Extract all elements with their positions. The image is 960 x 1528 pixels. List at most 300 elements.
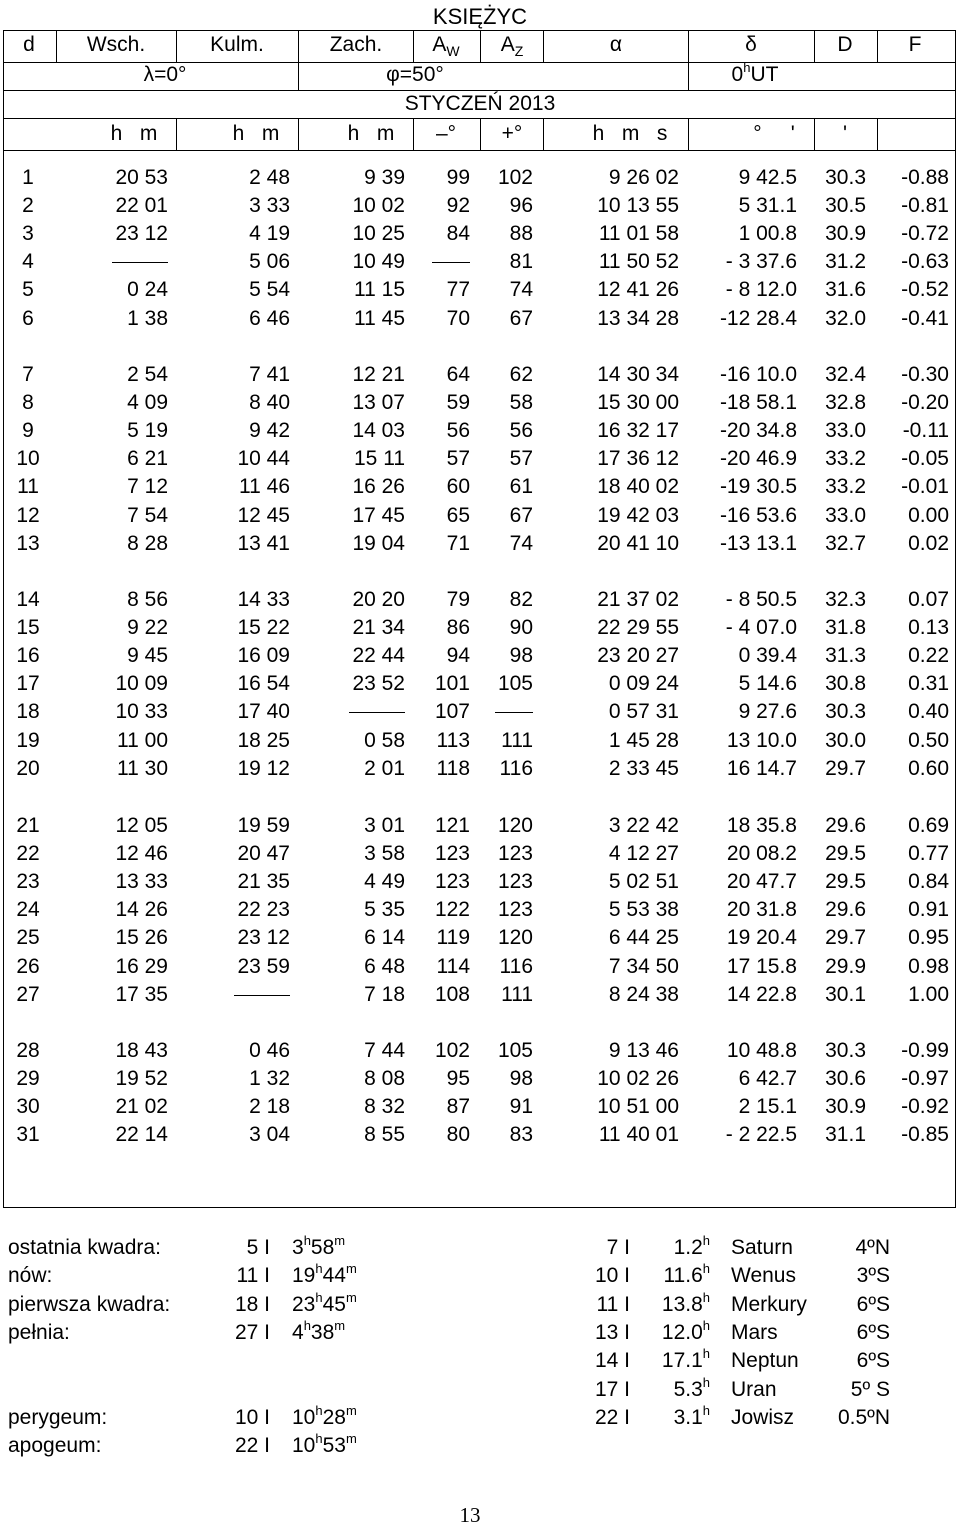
hour-sup: h xyxy=(702,1374,710,1390)
cell-declination: -20 46.9 xyxy=(719,447,797,471)
cell-rise: 7 12 xyxy=(127,475,168,499)
cell-rise: 23 12 xyxy=(115,222,168,246)
cell-culmination: 19 12 xyxy=(237,756,290,780)
no-event-dash xyxy=(495,712,533,713)
conjunction-date: 10 I xyxy=(594,1264,630,1288)
cell-day: 19 xyxy=(16,728,40,752)
cell-culmination: 15 22 xyxy=(237,616,290,640)
phase-label: pełnia: xyxy=(8,1320,70,1344)
cell-declination: 18 35.8 xyxy=(726,814,797,837)
cell-diameter: 30.3 xyxy=(825,166,866,189)
cell-day: 20 xyxy=(16,756,40,780)
cell-declination: 5 14.6 xyxy=(738,672,797,696)
cell-set: 2 01 xyxy=(364,756,405,780)
cell-rise: 18 43 xyxy=(115,1039,168,1062)
apsis-time xyxy=(292,1433,412,1459)
cell-day: 2 xyxy=(22,194,34,218)
cell-diameter: 29.7 xyxy=(825,926,866,950)
cell-culmination: 7 41 xyxy=(249,363,290,386)
cell-right-ascension: 19 42 03 xyxy=(597,503,679,527)
cell-azimuth-z: 111 xyxy=(501,728,533,752)
phase-label: ostatnia kwadra: xyxy=(8,1236,161,1259)
cell-culmination: 22 23 xyxy=(237,898,290,922)
cell-right-ascension: 8 24 38 xyxy=(608,982,679,1006)
cell-azimuth-w: 71 xyxy=(446,531,470,555)
cell-azimuth-w: 94 xyxy=(446,644,470,668)
phase-time xyxy=(292,1317,412,1346)
cell-culmination: 1 32 xyxy=(249,1067,290,1091)
cell-phase: 0.07 xyxy=(908,588,949,611)
time-minutes: 53 xyxy=(322,1434,346,1458)
cell-rise: 14 26 xyxy=(115,898,168,922)
cell-culmination: 3 33 xyxy=(249,194,290,218)
header-col-8: δ xyxy=(745,33,757,56)
cell-phase: 0.31 xyxy=(908,672,949,696)
minute-sup: m xyxy=(345,1402,357,1418)
cell-azimuth-w: 92 xyxy=(446,194,470,218)
cell-phase: 0.02 xyxy=(908,531,949,555)
conjunction-time xyxy=(640,1289,710,1318)
conjunction-hours: 12.0 xyxy=(661,1320,703,1344)
cell-diameter: 31.6 xyxy=(825,278,866,302)
cell-declination: 0 39.4 xyxy=(738,644,797,668)
cell-rise: 1 38 xyxy=(127,306,168,330)
unit-divider xyxy=(877,118,878,150)
conjunction-time xyxy=(640,1348,710,1374)
cell-declination: 5 31.1 xyxy=(738,194,797,218)
conjunction-time xyxy=(640,1263,710,1289)
cell-azimuth-z: 116 xyxy=(499,954,533,978)
unit-col-2: h m xyxy=(110,122,158,145)
cell-day: 22 xyxy=(16,842,40,866)
cell-culmination: 11 46 xyxy=(239,475,290,499)
cell-azimuth-w: 119 xyxy=(436,926,470,950)
cell-day: 9 xyxy=(22,419,34,443)
cell-right-ascension: 15 30 00 xyxy=(597,391,679,415)
cell-phase: 0.98 xyxy=(908,954,949,978)
conjunction-planet: Mars xyxy=(731,1320,778,1344)
time-hours: 3 xyxy=(292,1236,304,1259)
conjunction-planet: Saturn xyxy=(731,1236,793,1259)
cell-diameter: 31.1 xyxy=(825,1123,866,1147)
phase-date: 27 I xyxy=(234,1320,270,1344)
cell-right-ascension: 10 13 55 xyxy=(597,194,679,218)
cell-rise: 8 56 xyxy=(127,588,168,611)
cell-day: 18 xyxy=(16,700,40,724)
cell-rise: 6 21 xyxy=(127,447,168,471)
cell-azimuth-w: 113 xyxy=(436,728,470,752)
hour-sup: h xyxy=(702,1402,710,1418)
cell-day: 29 xyxy=(16,1067,40,1091)
phase-date: 5 I xyxy=(246,1236,270,1259)
cell-phase: 0.95 xyxy=(908,926,949,950)
cell-diameter: 30.3 xyxy=(825,700,866,724)
cell-declination: 2 15.1 xyxy=(738,1095,797,1119)
minute-sup: m xyxy=(334,1233,346,1248)
cell-diameter: 33.0 xyxy=(825,419,866,443)
phase-date: 18 I xyxy=(234,1292,270,1316)
cell-set: 12 21 xyxy=(352,363,405,386)
cell-day: 17 xyxy=(16,672,40,696)
header-col-7: α xyxy=(609,33,623,56)
conjunction-planet: Jowisz xyxy=(731,1405,795,1429)
cell-phase: 0.00 xyxy=(908,503,949,527)
apsis-label: apogeum: xyxy=(8,1434,102,1458)
cell-day: 11 xyxy=(17,475,39,499)
cell-azimuth-z: 61 xyxy=(509,475,533,499)
unit-col-9: ' xyxy=(842,122,847,145)
cell-rise: 7 54 xyxy=(127,503,168,527)
hour-sup: h xyxy=(315,1402,323,1418)
cell-azimuth-w: 56 xyxy=(446,419,470,443)
cell-phase: 0.40 xyxy=(908,700,949,724)
cell-azimuth-z xyxy=(413,699,533,725)
cell-right-ascension: 18 40 02 xyxy=(597,475,679,499)
conjunction-distance: 3ºS xyxy=(856,1264,890,1288)
cell-declination: -20 34.8 xyxy=(719,419,797,443)
time-hours: 4 xyxy=(292,1320,304,1344)
cell-azimuth-w: 80 xyxy=(446,1123,470,1147)
cell-day: 4 xyxy=(22,250,34,274)
cell-right-ascension: 16 32 17 xyxy=(597,419,679,443)
cell-culmination: 9 42 xyxy=(249,419,290,443)
cell-rise: 9 22 xyxy=(127,616,168,640)
cell-day: 15 xyxy=(16,616,40,640)
cell-diameter: 29.9 xyxy=(825,954,866,978)
cell-azimuth-w: 102 xyxy=(434,1039,470,1062)
cell-azimuth-z: 81 xyxy=(509,250,533,274)
conjunction-distance: 6ºS xyxy=(856,1349,890,1373)
hour-sup: h xyxy=(702,1261,710,1277)
cell-set: 21 34 xyxy=(352,616,405,640)
conjunction-planet: Wenus xyxy=(731,1264,796,1288)
cell-day: 16 xyxy=(16,644,40,668)
cell-right-ascension: 11 01 58 xyxy=(598,222,679,246)
cell-rise: 10 33 xyxy=(115,700,168,724)
cell-right-ascension: 9 13 46 xyxy=(608,1039,679,1062)
cell-azimuth-z: 67 xyxy=(509,503,533,527)
cell-set: 16 26 xyxy=(352,475,405,499)
cell-phase: 0.50 xyxy=(908,728,949,752)
cell-day: 28 xyxy=(16,1039,40,1062)
cell-right-ascension: 9 26 02 xyxy=(608,166,679,189)
cell-declination: 19 20.4 xyxy=(726,926,797,950)
header-column-divider xyxy=(298,30,299,62)
cell-azimuth-w: 108 xyxy=(434,982,470,1006)
cell-right-ascension: 21 37 02 xyxy=(597,588,679,611)
cell-set: 8 08 xyxy=(364,1067,405,1091)
epoch-sup: h xyxy=(743,60,751,75)
cell-set: 14 03 xyxy=(352,419,405,443)
apsis-label: perygeum: xyxy=(8,1405,108,1429)
cell-day: 3 xyxy=(22,222,34,246)
header-column-divider xyxy=(814,30,815,62)
cell-right-ascension: 14 30 34 xyxy=(597,363,679,386)
cell-day: 8 xyxy=(22,391,34,415)
cell-azimuth-z: 123 xyxy=(497,842,533,866)
minute-sup: m xyxy=(345,1261,357,1277)
cell-phase: -0.92 xyxy=(901,1095,949,1119)
cell-phase: -0.41 xyxy=(901,306,949,330)
cell-phase: 1.00 xyxy=(908,982,949,1006)
header-subscript: Z xyxy=(514,43,524,59)
cell-azimuth-z: 120 xyxy=(497,926,533,950)
cell-declination: 20 08.2 xyxy=(726,842,797,866)
cell-set: 11 45 xyxy=(354,306,405,330)
cell-declination: 16 14.7 xyxy=(726,756,797,780)
conjunction-distance: 4ºN xyxy=(855,1236,890,1259)
conjunction-distance: 6ºS xyxy=(856,1320,890,1344)
cell-culmination: 14 33 xyxy=(237,588,290,611)
cell-set: 0 58 xyxy=(364,728,405,752)
cell-day: 13 xyxy=(16,531,40,555)
header-column-divider xyxy=(877,30,878,62)
header-divider xyxy=(3,62,956,63)
cell-declination: 10 48.8 xyxy=(726,1039,797,1062)
cell-set: 15 11 xyxy=(354,447,405,471)
cell-right-ascension: 11 50 52 xyxy=(598,250,679,274)
cell-rise: 16 29 xyxy=(115,954,168,978)
cell-set: 19 04 xyxy=(352,531,405,555)
cell-azimuth-w: 64 xyxy=(446,363,470,386)
cell-azimuth-z: 98 xyxy=(509,1067,533,1091)
cell-day: 14 xyxy=(16,588,40,611)
cell-azimuth-z: 58 xyxy=(509,391,533,415)
cell-set: 8 55 xyxy=(364,1123,405,1147)
cell-azimuth-w: 57 xyxy=(446,447,470,471)
page-title: KSIĘŻYC xyxy=(432,4,528,29)
cell-diameter: 30.8 xyxy=(825,672,866,696)
cell-day: 31 xyxy=(16,1123,40,1147)
cell-azimuth-z: 111 xyxy=(501,982,533,1006)
time-hours: 23 xyxy=(292,1292,316,1316)
cell-azimuth-z: 74 xyxy=(509,278,533,302)
cell-declination: - 8 50.5 xyxy=(725,588,797,611)
cell-rise xyxy=(48,249,168,275)
cell-declination: -19 30.5 xyxy=(719,475,797,499)
cell-rise: 20 53 xyxy=(115,166,168,189)
cell-azimuth-w: 86 xyxy=(446,616,470,640)
header-col-3: Kulm. xyxy=(210,33,264,56)
cell-azimuth-w: 99 xyxy=(446,166,470,189)
cell-declination: 20 47.7 xyxy=(726,870,797,894)
cell-set: 10 02 xyxy=(352,194,405,218)
epoch-value: 0 xyxy=(731,63,744,86)
cell-diameter: 30.6 xyxy=(825,1067,866,1091)
cell-phase: -0.01 xyxy=(901,475,949,499)
conjunction-hours: 17.1 xyxy=(661,1349,703,1373)
phase-label: pierwsza kwadra: xyxy=(8,1292,171,1316)
phase-date: 11 I xyxy=(236,1264,270,1288)
conjunction-distance: 0.5ºN xyxy=(837,1405,890,1429)
header-col-10: F xyxy=(908,33,922,56)
cell-declination: -18 58.1 xyxy=(719,391,797,415)
cell-phase: -0.85 xyxy=(901,1123,949,1147)
hour-sup: h xyxy=(303,1233,311,1248)
cell-azimuth-z: 62 xyxy=(509,363,533,386)
cell-culmination: 16 09 xyxy=(237,644,290,668)
unit-col-6: +° xyxy=(501,122,523,145)
conjunction-date: 11 I xyxy=(596,1292,630,1316)
cell-rise: 12 05 xyxy=(115,814,168,837)
cell-right-ascension: 10 51 00 xyxy=(597,1095,679,1119)
cell-rise: 22 14 xyxy=(115,1123,168,1147)
cell-azimuth-w: 101 xyxy=(434,672,470,696)
header-col-1: d xyxy=(23,33,35,56)
cell-azimuth-z: 105 xyxy=(497,1039,533,1062)
cell-rise: 2 54 xyxy=(127,363,168,386)
cell-phase: -0.52 xyxy=(901,278,949,302)
cell-set: 10 49 xyxy=(352,250,405,274)
cell-day: 21 xyxy=(16,814,40,837)
cell-set: 8 32 xyxy=(364,1095,405,1119)
cell-set: 5 35 xyxy=(364,898,405,922)
cell-azimuth-w: 118 xyxy=(436,756,470,780)
cell-rise: 11 30 xyxy=(117,756,168,780)
conjunction-date: 17 I xyxy=(594,1377,630,1401)
cell-rise: 15 26 xyxy=(115,926,168,950)
hour-sup: h xyxy=(315,1289,323,1305)
conjunction-planet: Uran xyxy=(731,1377,777,1401)
cell-rise: 0 24 xyxy=(127,278,168,302)
cell-azimuth-z: 102 xyxy=(497,166,533,189)
lunar-phases-section xyxy=(0,1230,960,1470)
cell-azimuth-w: 123 xyxy=(434,870,470,894)
cell-rise: 11 00 xyxy=(117,728,168,752)
header-divider xyxy=(3,150,956,151)
time-minutes: 44 xyxy=(322,1264,346,1288)
cell-azimuth-w: 59 xyxy=(446,391,470,415)
cell-rise: 19 52 xyxy=(115,1067,168,1091)
cell-phase: 0.13 xyxy=(908,616,949,640)
time-hours: 19 xyxy=(292,1264,316,1288)
cell-azimuth-w: 79 xyxy=(446,588,470,611)
cell-culmination: 13 41 xyxy=(237,531,290,555)
cell-azimuth-w: 122 xyxy=(434,898,470,922)
conjunction-time xyxy=(640,1402,710,1431)
cell-diameter: 30.3 xyxy=(825,1039,866,1062)
header-subscript: W xyxy=(446,43,460,59)
cell-right-ascension: 2 33 45 xyxy=(608,756,679,780)
cell-phase: 0.91 xyxy=(908,898,949,922)
cell-culmination: 3 04 xyxy=(249,1123,290,1147)
cell-azimuth-z: 88 xyxy=(509,222,533,246)
cell-declination: 20 31.8 xyxy=(726,898,797,922)
cell-culmination: 23 12 xyxy=(237,926,290,950)
cell-culmination: 12 45 xyxy=(237,503,290,527)
cell-azimuth-z: 116 xyxy=(499,756,533,780)
cell-set: 3 58 xyxy=(364,842,405,866)
header-column-divider xyxy=(480,30,481,62)
no-event-dash xyxy=(234,995,290,996)
cell-declination: 9 42.5 xyxy=(738,166,797,189)
unit-divider xyxy=(413,118,414,150)
cell-diameter: 30.0 xyxy=(825,728,866,752)
cell-right-ascension: 1 45 28 xyxy=(608,728,679,752)
conjunction-planet: Merkury xyxy=(731,1292,807,1316)
cell-declination: - 3 37.6 xyxy=(725,250,797,274)
cell-day: 6 xyxy=(22,306,34,330)
param-divider xyxy=(298,62,299,90)
cell-azimuth-z: 96 xyxy=(509,194,533,218)
time-minutes: 58 xyxy=(310,1236,335,1259)
unit-divider xyxy=(176,118,177,150)
cell-culmination: 21 35 xyxy=(237,870,290,894)
cell-set: 23 52 xyxy=(352,672,405,696)
cell-culmination: 5 06 xyxy=(249,250,290,274)
cell-day: 24 xyxy=(16,898,40,922)
cell-azimuth-z: 123 xyxy=(497,870,533,894)
cell-azimuth-w: 107 xyxy=(434,700,470,724)
cell-right-ascension: 3 22 42 xyxy=(608,814,679,837)
param-epoch xyxy=(680,62,830,88)
cell-right-ascension: 0 09 24 xyxy=(608,672,679,696)
cell-azimuth-z: 105 xyxy=(497,672,533,696)
apsis-date: 10 I xyxy=(234,1405,270,1429)
cell-declination: -12 28.4 xyxy=(719,306,797,330)
conjunction-time xyxy=(640,1374,710,1403)
conjunction-planet: Neptun xyxy=(731,1349,799,1373)
cell-set: 13 07 xyxy=(352,391,405,415)
cell-diameter: 31.3 xyxy=(825,644,866,668)
cell-declination: 14 22.8 xyxy=(726,982,797,1006)
cell-azimuth-w: 95 xyxy=(446,1067,470,1091)
cell-set: 7 44 xyxy=(364,1039,405,1062)
cell-phase: -0.63 xyxy=(901,250,949,274)
cell-right-ascension: 4 12 27 xyxy=(608,842,679,866)
cell-set: 10 25 xyxy=(352,222,405,246)
cell-azimuth-z: 83 xyxy=(509,1123,533,1147)
conjunction-distance: 6ºS xyxy=(856,1292,890,1316)
cell-phase: 0.77 xyxy=(908,842,949,866)
cell-declination: 1 00.8 xyxy=(738,222,797,246)
hour-sup: h xyxy=(702,1317,710,1333)
cell-azimuth-z: 82 xyxy=(509,588,533,611)
header-col-4: Zach. xyxy=(329,33,383,56)
conjunction-hours: 5.3 xyxy=(673,1377,703,1401)
cell-declination: - 2 22.5 xyxy=(725,1123,797,1147)
minute-sup: m xyxy=(345,1289,357,1305)
cell-diameter: 29.6 xyxy=(825,814,866,837)
cell-azimuth-w: 65 xyxy=(446,503,470,527)
unit-divider xyxy=(298,118,299,150)
cell-azimuth-z: 56 xyxy=(509,419,533,443)
cell-azimuth-z: 67 xyxy=(509,306,533,330)
cell-set: 4 49 xyxy=(364,870,405,894)
cell-diameter: 32.8 xyxy=(825,391,866,415)
cell-culmination: 23 59 xyxy=(237,954,290,978)
cell-right-ascension: 5 53 38 xyxy=(608,898,679,922)
cell-declination: - 4 07.0 xyxy=(725,616,797,640)
cell-culmination: 10 44 xyxy=(237,447,290,471)
cell-day: 7 xyxy=(22,363,34,386)
cell-declination: 9 27.6 xyxy=(738,700,797,724)
minute-sup: m xyxy=(345,1431,357,1447)
cell-declination: 17 15.8 xyxy=(726,954,797,978)
cell-azimuth-w: 87 xyxy=(446,1095,470,1119)
cell-rise: 9 45 xyxy=(127,644,168,668)
unit-col-5: –° xyxy=(435,122,457,145)
phase-time xyxy=(292,1289,412,1318)
cell-rise: 12 46 xyxy=(115,842,168,866)
cell-culmination xyxy=(170,982,290,1008)
unit-col-8: ° ' xyxy=(753,122,795,145)
cell-rise: 21 02 xyxy=(115,1095,168,1119)
cell-culmination: 19 59 xyxy=(237,814,290,837)
cell-azimuth-z: 91 xyxy=(509,1095,533,1119)
cell-day: 25 xyxy=(16,926,40,950)
cell-diameter: 33.2 xyxy=(825,447,866,471)
